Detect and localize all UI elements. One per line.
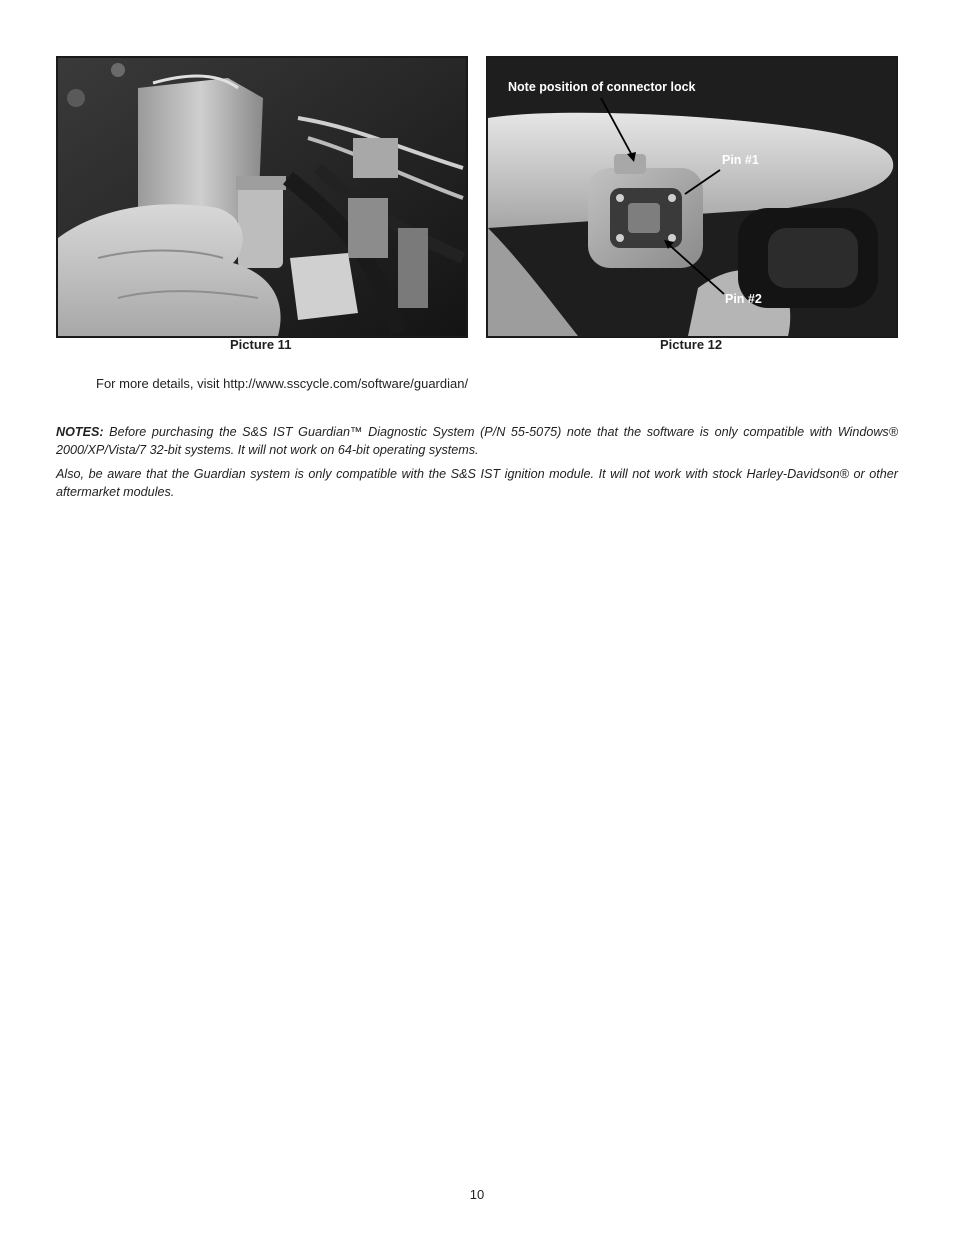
picture-11-photo [56,56,468,338]
more-details-text: For more details, visit http://www.sscycle.com/software/guardian/ [96,376,469,391]
notes-paragraph-2: Also, be aware that the Guardian system is only compatible with the S&S IST ignition module. It will not work with stock Harley-Davidson® or other aftermarket modules. [56,467,898,499]
pin-2-label: Pin #2 [725,292,762,306]
ignition-module-photo [58,58,466,336]
picture-12-photo [486,56,898,338]
notes-text-1: Before purchasing the S&S IST Guardian™ Diagnostic System (P/N 55-5075) note that the software is only compatible with Windows® 2000/XP/Vista/7 32-bit systems. It will not work on 64-bit operating systems. [56,425,898,457]
connector-lock-label: Note position of connector lock [508,80,696,94]
page-number: 10 [469,1187,485,1202]
notes-label: NOTES: [56,425,104,439]
pin-1-label: Pin #1 [722,153,759,167]
connector-pin-photo [488,58,896,336]
notes-paragraph-1 [56,423,898,459]
picture-11-caption: Picture 11 [230,337,292,352]
picture-12-caption: Picture 12 [660,337,723,352]
